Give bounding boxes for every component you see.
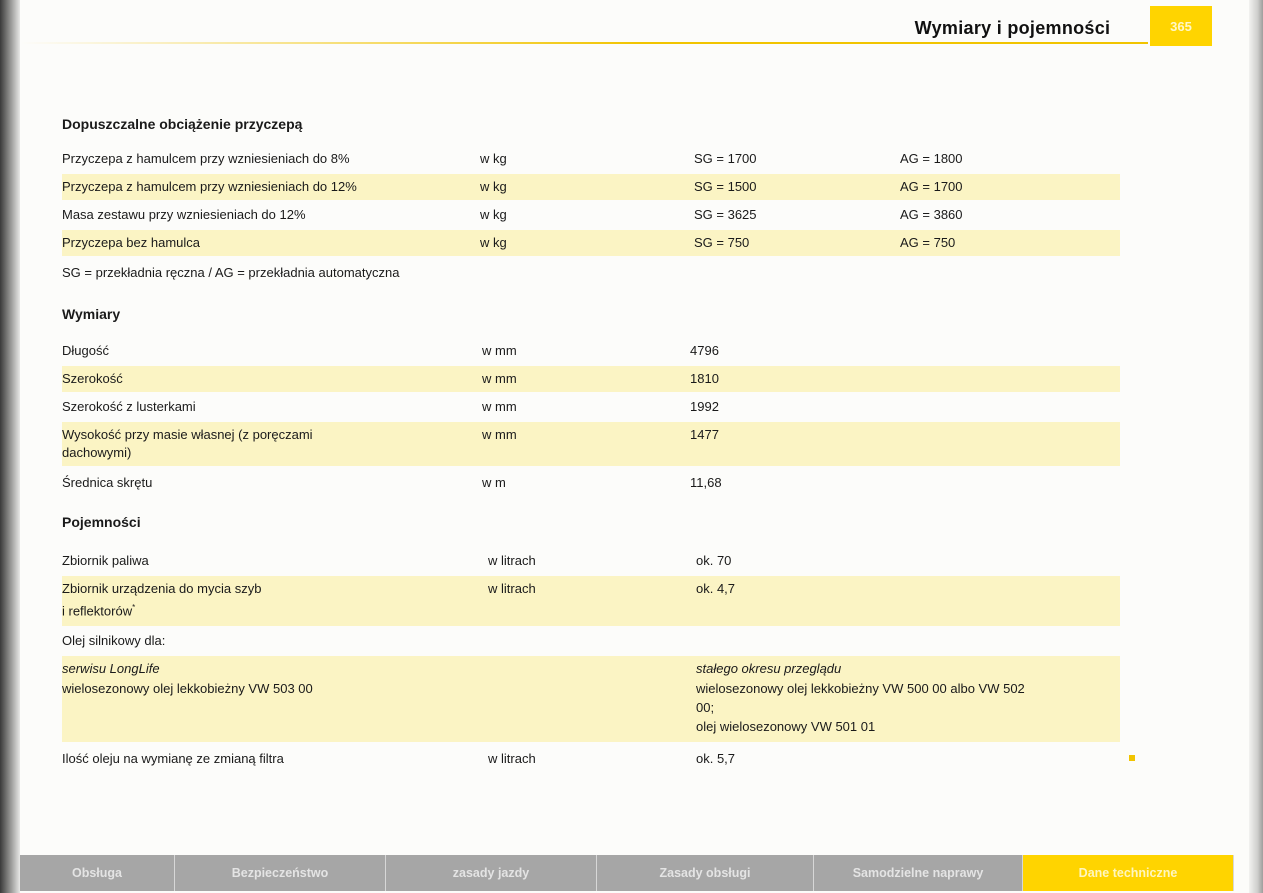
- row-unit: w litrach: [488, 581, 536, 596]
- row-label: Przyczepa bez hamulca: [62, 235, 201, 250]
- row-value-ag: AG = 3860: [900, 207, 963, 222]
- row-value-sg: SG = 1500: [694, 179, 757, 194]
- row-unit: w kg: [480, 179, 507, 194]
- table-row: [62, 230, 1120, 256]
- page-edge: [1249, 0, 1263, 893]
- row-label: Szerokość z lusterkami: [62, 399, 196, 414]
- table-row: [62, 338, 1120, 364]
- row-unit: w litrach: [488, 553, 536, 568]
- chapter-tabs: [20, 855, 1249, 891]
- table-row: [62, 146, 1120, 172]
- tab-zasady-obslugi[interactable]: Zasady obsługi: [597, 855, 814, 891]
- row-label: Szerokość: [62, 371, 123, 386]
- table-row: [62, 394, 1120, 420]
- row-label: Zbiornik paliwa: [62, 553, 149, 568]
- row-label: Przyczepa z hamulcem przy wzniesieniach do 12%: [62, 179, 357, 194]
- row-value: ok. 4,7: [696, 581, 736, 596]
- section-title-trailer: Dopuszczalne obciążenie przyczepą: [62, 116, 303, 132]
- section-title-capacities: Pojemności: [62, 514, 141, 530]
- row-unit: w litrach: [488, 751, 536, 766]
- row-label-line2-wrap: [62, 603, 135, 618]
- tab-bezpieczenstwo[interactable]: Bezpieczeństwo: [175, 855, 386, 891]
- oil-fixed-line2: 00;: [696, 700, 715, 715]
- page-title: Wymiary i pojemności: [914, 18, 1111, 38]
- row-label: Długość: [62, 343, 109, 358]
- row-label: Olej silnikowy dla:: [62, 633, 166, 648]
- table-row: [62, 174, 1120, 200]
- oil-longlife-text: wielosezonowy olej lekkobieżny VW 503 00: [62, 681, 313, 696]
- row-unit: w mm: [482, 371, 517, 386]
- row-unit: w mm: [482, 399, 517, 414]
- table-row: [62, 470, 1120, 496]
- row-label: Ilość oleju na wymianę ze zmianą filtra: [62, 751, 284, 766]
- row-value: ok. 70: [696, 553, 732, 568]
- row-label-line1: Wysokość przy masie własnej (z poręczami: [62, 427, 313, 442]
- row-value: 11,68: [690, 475, 722, 490]
- oil-longlife-title: serwisu LongLife: [62, 661, 160, 676]
- row-label-line2: i reflektorów: [62, 603, 133, 619]
- tab-zasady-jazdy[interactable]: zasady jazdy: [386, 855, 597, 891]
- header-rule: [20, 42, 1148, 44]
- row-value-ag: AG = 1700: [900, 179, 963, 194]
- page-number: 365: [1150, 6, 1212, 46]
- row-value-sg: SG = 3625: [694, 207, 757, 222]
- row-value-ag: AG = 750: [900, 235, 956, 250]
- table-row: [62, 576, 1120, 626]
- row-unit: w mm: [482, 427, 517, 442]
- footnote-marker: *: [132, 603, 136, 612]
- row-label: Masa zestawu przy wzniesieniach do 12%: [62, 207, 306, 222]
- row-unit: w kg: [480, 235, 507, 250]
- row-label-line1: Zbiornik urządzenia do mycia szyb: [62, 581, 262, 596]
- oil-fixed-line3: olej wielosezonowy VW 501 01: [696, 719, 876, 734]
- row-label: Przyczepa z hamulcem przy wzniesieniach do 8%: [62, 151, 350, 166]
- table-row: [62, 628, 1120, 654]
- transmission-note: SG = przekładnia ręczna / AG = przekładnia automatyczna: [62, 265, 400, 280]
- tab-samodzielne-naprawy[interactable]: Samodzielne naprawy: [814, 855, 1023, 891]
- table-row: [62, 746, 1120, 772]
- row-value: 1992: [690, 399, 719, 414]
- row-value: 1810: [690, 371, 719, 386]
- tab-dane-techniczne[interactable]: Dane techniczne: [1023, 855, 1234, 891]
- row-value: 4796: [690, 343, 719, 358]
- row-value-sg: SG = 750: [694, 235, 750, 250]
- tab-obsluga[interactable]: Obsługa: [20, 855, 175, 891]
- row-unit: w kg: [480, 207, 507, 222]
- row-unit: w m: [482, 475, 506, 490]
- table-row: [62, 366, 1120, 392]
- row-value-sg: SG = 1700: [694, 151, 757, 166]
- end-marker: [1129, 755, 1135, 761]
- row-unit: w mm: [482, 343, 517, 358]
- row-value: 1477: [690, 427, 719, 442]
- book-spine: [0, 0, 20, 893]
- row-label: Średnica skrętu: [62, 475, 153, 490]
- table-row: [62, 202, 1120, 228]
- table-row: [62, 656, 1120, 742]
- row-label-line2: dachowymi): [62, 445, 132, 460]
- oil-fixed-title: stałego okresu przeglądu: [696, 661, 842, 676]
- table-row: [62, 422, 1120, 466]
- row-value-ag: AG = 1800: [900, 151, 963, 166]
- row-value: ok. 5,7: [696, 751, 736, 766]
- section-title-dimensions: Wymiary: [62, 306, 121, 322]
- oil-fixed-line1: wielosezonowy olej lekkobieżny VW 500 00 albo VW 502: [696, 681, 1025, 696]
- row-unit: w kg: [480, 151, 507, 166]
- table-row: [62, 548, 1120, 574]
